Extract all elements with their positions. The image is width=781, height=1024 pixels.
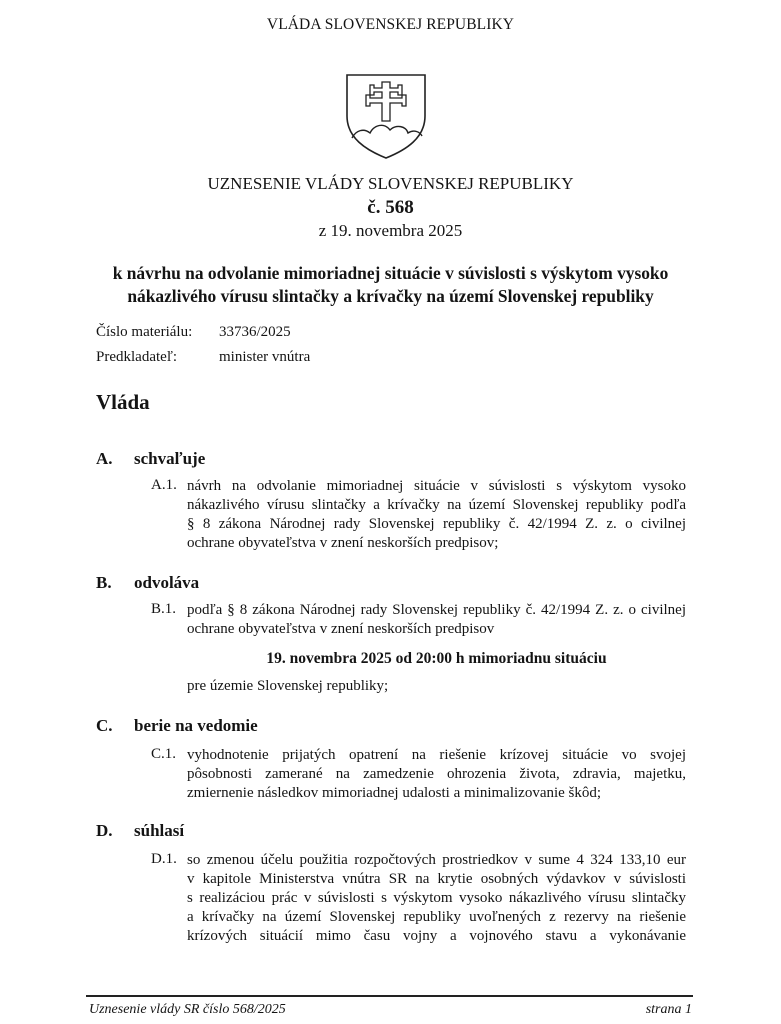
footer-document-ref: Uznesenie vlády SR číslo 568/2025 [89,1002,286,1017]
item-line: zmiernenie následkov mimoriadnej udalosti a minimalizovanie škôd; [187,785,602,801]
material-number-label: Číslo materiálu: [96,324,193,340]
submitter-label: Predkladateľ: [96,349,178,365]
footer-divider [86,995,693,997]
section-c-title: berie na vedomie [134,716,258,735]
item-b1-number: B.1. [151,601,177,617]
subject-line: k návrhu na odvolanie mimoriadnej situácie v súvislosti s výskytom vysoko [112,263,669,283]
item-a1-text [187,477,686,553]
item-line: nákazlivého vírusu slintačky a krívačky na území Slovenskej republiky podľa [187,497,686,513]
item-line: krízových situácií mimo času vojny a vojnového stavu a vykonávanie [187,928,686,944]
item-line: v kapitole Ministerstva vnútra SR na krytie osobných výdavkov v súvislosti [187,871,686,887]
item-c1-text [187,746,686,803]
item-d1-text [187,851,686,946]
item-b1-emphasis: 19. novembra 2025 od 20:00 h mimoriadnu situáciu [266,650,607,667]
item-b1-closing: pre územie Slovenskej republiky; [187,678,389,694]
item-line: vyhodnotenie prijatých opatrení na riešenie krízovej situácie vo svojej [187,747,686,763]
section-b-letter: B. [96,573,112,592]
item-c1-number: C.1. [151,746,177,762]
resolution-title: UZNESENIE VLÁDY SLOVENSKEJ REPUBLIKY [207,174,574,193]
section-a-letter: A. [96,449,113,468]
resolution-subject [0,262,781,308]
subject-line: nákazlivého vírusu slintačky a krívačky na území Slovenskej republiky [127,286,654,306]
item-line: s realizáciou prác v súvislosti s výskytom vysoko nákazlivého vírusu slintačky [187,890,686,906]
resolution-number: č. 568 [367,197,414,218]
section-d-letter: D. [96,821,113,840]
item-line: pôsobnosti zamerané na zamedzenie ohrozenia života, zdravia, majetku, [187,766,686,782]
item-line: podľa § 8 zákona Národnej rady Slovenskej republiky č. 42/1994 Z. z. o civilnej [187,602,686,618]
section-b-title: odvoláva [134,573,200,592]
slovak-coat-of-arms-icon [344,72,428,160]
item-line: ochrane obyvateľstva v znení neskorších predpisov [187,621,495,637]
section-c-letter: C. [96,716,113,735]
item-line: so zmenou účelu použitia rozpočtových prostriedkov v sume 4 324 133,10 eur [187,852,686,868]
body-heading: Vláda [96,390,150,414]
footer-page-number: strana 1 [645,1002,692,1017]
section-d-title: súhlasí [134,821,185,840]
institution-header: VLÁDA SLOVENSKEJ REPUBLIKY [266,16,515,33]
item-line: a krívačky na území Slovenskej republiky uvoľnených z rezervy na riešenie [187,909,686,925]
material-number-value: 33736/2025 [219,324,291,340]
resolution-date: z 19. novembra 2025 [318,221,463,240]
item-line: ochrane obyvateľstva v znení neskorších predpisov; [187,535,499,551]
item-d1-number: D.1. [151,851,177,867]
item-b1-text [187,601,686,639]
section-a-title: schvaľuje [134,449,206,468]
item-a1-number: A.1. [151,477,177,493]
item-line: § 8 zákona Národnej rady Slovenskej republiky č. 42/1994 Z. z. o civilnej [187,516,686,532]
submitter-value: minister vnútra [219,349,311,365]
item-line: návrh na odvolanie mimoriadnej situácie v súvislosti s výskytom vysoko [187,478,686,494]
